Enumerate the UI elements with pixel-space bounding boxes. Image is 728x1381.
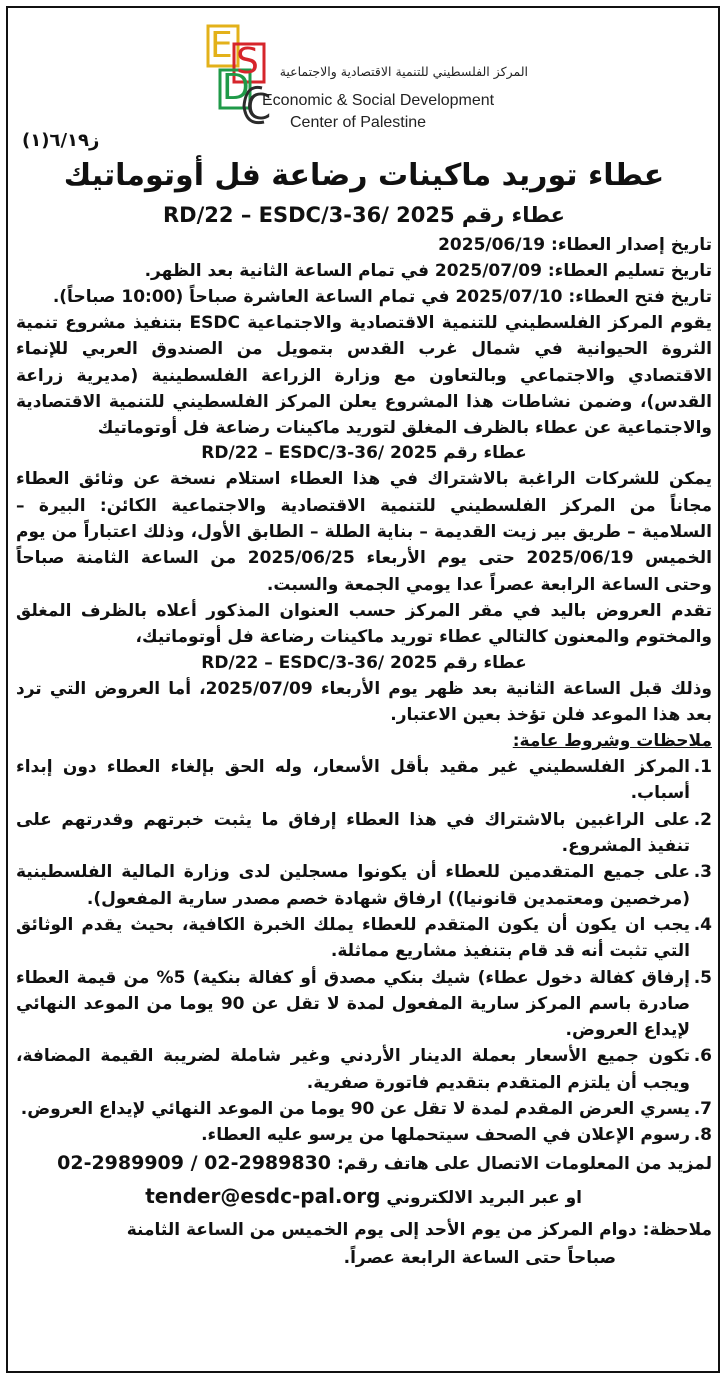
- org-name-arabic: المركز الفلسطيني للتنمية الاقتصادية والاجتماعية: [279, 64, 528, 79]
- list-item: [16, 1096, 712, 1122]
- list-item: [16, 1043, 712, 1096]
- condition-text: يجب ان يكون أن يكون المتقدم للعطاء يملك الخبرة الكافية، بحيث يقدم الوثائق التي تثبت أنه قد قام بتنفيذ مشاريع مماثلة.: [16, 914, 690, 962]
- phones-label: لمزيد من المعلومات الاتصال على هاتف رقم:: [336, 1153, 712, 1174]
- list-item: [16, 807, 712, 860]
- condition-number: 1.: [693, 757, 712, 778]
- condition-number: 6.: [693, 1046, 712, 1067]
- header: [0, 14, 728, 151]
- list-item: [16, 965, 712, 1044]
- condition-text: إرفاق كفالة دخول عطاء) شيك بنكي مصدق أو كفالة بنكية) 5% من قيمة العطاء صادرة باسم المركز سارية المفعول لمدة لا تقل عن 90 يوما من الموعد النهائي لإيداع العروض.: [16, 967, 691, 1041]
- org-name-english-line2: Center of Palestine: [290, 114, 427, 131]
- tender-number-1: عطاء رقم 2025 /36-RD/22 – ESDC/3: [201, 443, 527, 464]
- condition-text: رسوم الإعلان في الصحف سيتحملها من يرسو عليه العطاء.: [201, 1125, 690, 1146]
- tender-title: عطاء توريد ماكينات رضاعة فل أوتوماتيك: [63, 158, 665, 193]
- notes-title: ملاحظات وشروط عامة:: [512, 731, 712, 752]
- obtain-documents: يمكن للشركات الراغبة بالاشتراك في هذا العطاء استلام نسخة عن وثائق العطاء مجاناً من المركز الفلسطيني للتنمية الاقتصادية والاجتماعية الكائن: البيرة – السلامية – طريق بير زيت القديمة – بناية الطلة – الطابق الأول، وذلك اعتباراً من يوم الخميس 2025/06/19 حتى يوم الأربعاء 2025/06/25 من الساعة الثامنة صباحاً وحتى الساعة الرابعة عصراً عدا يومي الجمعة والسبت.: [16, 469, 712, 595]
- delivery-date: تاريخ تسليم العطاء: 2025/07/09 في تمام الساعة الثانية بعد الظهر.: [144, 261, 712, 281]
- logo-letter-e: E: [210, 25, 233, 66]
- issue-date: تاريخ إصدار العطاء: 2025/06/19: [438, 235, 712, 255]
- condition-number: 5.: [693, 967, 712, 988]
- logo-letter-c: C: [246, 87, 272, 128]
- contact-email: [16, 1178, 712, 1216]
- condition-number: 4.: [693, 914, 712, 935]
- project-intro: يقوم المركز الفلسطيني للتنمية الاقتصادية والاجتماعية ESDC بتنفيذ مشروع تنمية الثروة الحيوانية في شمال غرب القدس بتمويل من الصندوق العربي للإنماء الاقتصادي والاجتماعي وبالتعاون مع وزارة الزراعة الفلسطينية (مديرية زراعة القدس)، وضمن نشاطات هذا المشروع يعلن المركز الفلسطيني للتنمية الاقتصادية والاجتماعية عن عطاء بالظرف المغلق لتوريد ماكينات رضاعة فل أوتوماتيك: [16, 313, 713, 439]
- condition-number: 2.: [693, 809, 712, 830]
- condition-text: المركز الفلسطيني غير مقيد بأقل الأسعار، وله الحق بإلغاء العطاء دون إبداء أسباب.: [16, 757, 690, 804]
- email-label: او عبر البريد الالكتروني: [386, 1187, 582, 1208]
- submission-deadline: وذلك قبل الساعة الثانية بعد ظهر يوم الأربعاء 2025/07/09، أما العروض التي ترد بعد هذا الموعد فلن تؤخذ بعين الاعتبار.: [16, 678, 712, 725]
- tender-number-heading-text: عطاء رقم 2025 /36-RD/22 – ESDC/3: [163, 203, 565, 227]
- list-item: [16, 859, 712, 912]
- condition-text: على الراغبين بالاشتراك في هذا العطاء إرفاق ما يثبت خبرتهم وقدرتهم على تنفيذ المشروع.: [16, 809, 690, 857]
- logo-letter-s: S: [236, 41, 259, 82]
- office-hours-note-cont: صباحاً حتى الساعة الرابعة عصراً.: [343, 1247, 616, 1268]
- logo-letter-d: D: [222, 67, 250, 108]
- list-item: [16, 912, 712, 965]
- condition-number: 3.: [693, 862, 712, 883]
- list-item: [16, 754, 712, 807]
- tender-number-2: عطاء رقم 2025 /36-RD/22 – ESDC/3: [201, 652, 527, 673]
- email-address[interactable]: tender@esdc-pal.org: [145, 1183, 381, 1208]
- opening-date: تاريخ فتح العطاء: 2025/07/10 في تمام الساعة العاشرة صباحاً (10:00 صباحاً).: [52, 287, 712, 307]
- condition-number: 8.: [693, 1125, 712, 1146]
- office-hours-note: ملاحظة: دوام المركز من يوم الأحد إلى يوم الخميس من الساعة الثامنة: [126, 1219, 712, 1240]
- phone-numbers[interactable]: 02-2989909 / 02-2989830: [57, 1151, 332, 1174]
- conditions-list: [16, 754, 712, 1148]
- condition-text: يسري العرض المقدم لمدة لا تقل عن 90 يوما من الموعد النهائي لإيداع العروض.: [20, 1099, 690, 1120]
- tender-body: [16, 154, 712, 1272]
- publication-reference: ز٦/١٩(١): [22, 130, 100, 151]
- submission-instructions: تقدم العروض باليد في مقر المركز حسب العنوان المذكور أعلاه بالظرف المغلق والمختوم والمعنون كالتالي عطاء توريد ماكينات رضاعة فل أوتوماتيك،: [16, 600, 712, 648]
- condition-text: على جميع المتقدمين للعطاء أن يكونوا مسجلين لدى وزارة المالية الفلسطينية (مرخصين ومعتمدين قانونيا)) ارفاق شهادة خصم مصدر سارية المفعول).: [16, 862, 690, 909]
- contact-phones: [16, 1149, 712, 1178]
- tender-number-heading: [16, 198, 712, 232]
- condition-number: 7.: [693, 1099, 712, 1120]
- list-item: [16, 1122, 712, 1148]
- org-name-english-line1: Economic & Social Development: [262, 92, 495, 109]
- condition-text: تكون جميع الأسعار بعملة الدينار الأردني وغير شاملة لضريبة القيمة المضافة، ويجب أن يلتزم المتقدم بتقديم فاتورة صفرية.: [16, 1046, 690, 1093]
